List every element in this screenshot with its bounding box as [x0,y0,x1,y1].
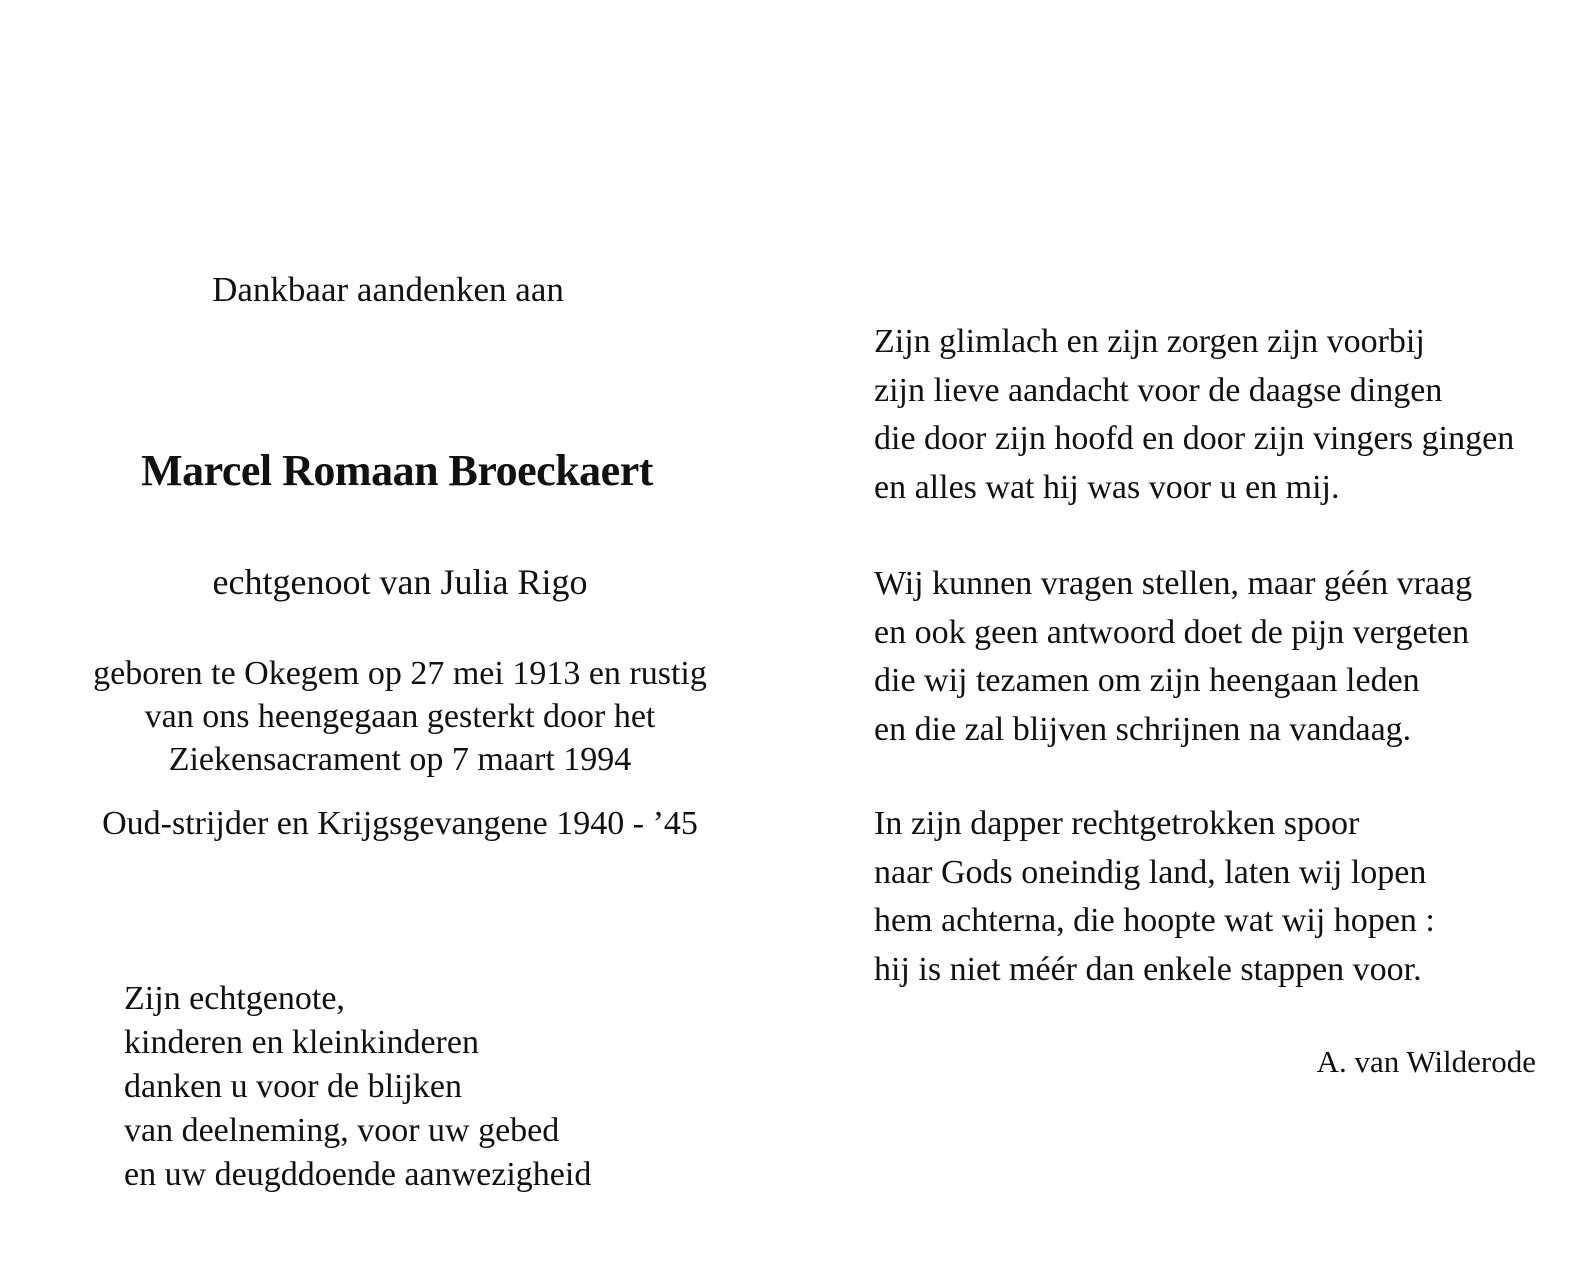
poem-line: zijn lieve aandacht voor de daagse dingen [874,371,1443,409]
poem-stanza-2 [874,560,1472,754]
birth-line: geboren te Okegem op 27 mei 1913 en rustig [93,655,707,692]
poem-line: naar Gods oneindig land, laten wij lopen [874,853,1427,891]
poem-author: A. van Wilderode [1316,1044,1536,1079]
poem-line: en alles wat hij was voor u en mij. [874,468,1340,506]
thanks-message [124,977,591,1197]
deceased-name: Marcel Romaan Broeckaert [141,446,653,495]
thanks-line: van deelneming, voor uw gebed [124,1112,560,1149]
poem-line: en ook geen antwoord doet de pijn vergeten [874,613,1470,651]
poem-stanza-3 [874,800,1435,994]
poem-stanza-1 [874,318,1514,512]
thanks-line: Zijn echtgenote, [124,980,345,1017]
poem-line: die wij tezamen om zijn heengaan leden [874,662,1420,699]
right-panel [800,0,1584,1276]
thanks-line: kinderen en kleinkinderen [124,1024,479,1061]
birth-line: van ons heengegaan gesterkt door het [144,698,656,735]
birth-death-details [0,652,800,781]
poem-line: Wij kunnen vragen stellen, maar géén vraag [874,565,1473,602]
veteran-line: Oud-strijder en Krijgsgevangene 1940 - ’45 [102,805,698,842]
spouse-line: echtgenoot van Julia Rigo [212,562,588,602]
poem-line: Zijn glimlach en zijn zorgen zijn voorbij [874,323,1425,360]
poem-line: In zijn dapper rechtgetrokken spoor [874,805,1360,842]
poem-line: hij is niet méér dan enkele stappen voor. [874,950,1422,988]
poem-line: hem achterna, die hoopte wat wij hopen : [874,902,1435,939]
thanks-line: en uw deugddoende aanwezigheid [124,1156,592,1193]
thanks-line: danken u voor de blijken [124,1068,463,1105]
poem-line: en die zal blijven schrijnen na vandaag. [874,710,1412,748]
intro-text: Dankbaar aandenken aan [212,270,564,309]
poem-line: die door zijn hoofd en door zijn vingers gingen [874,420,1515,457]
birth-line: Ziekensacrament op 7 maart 1994 [168,741,632,778]
